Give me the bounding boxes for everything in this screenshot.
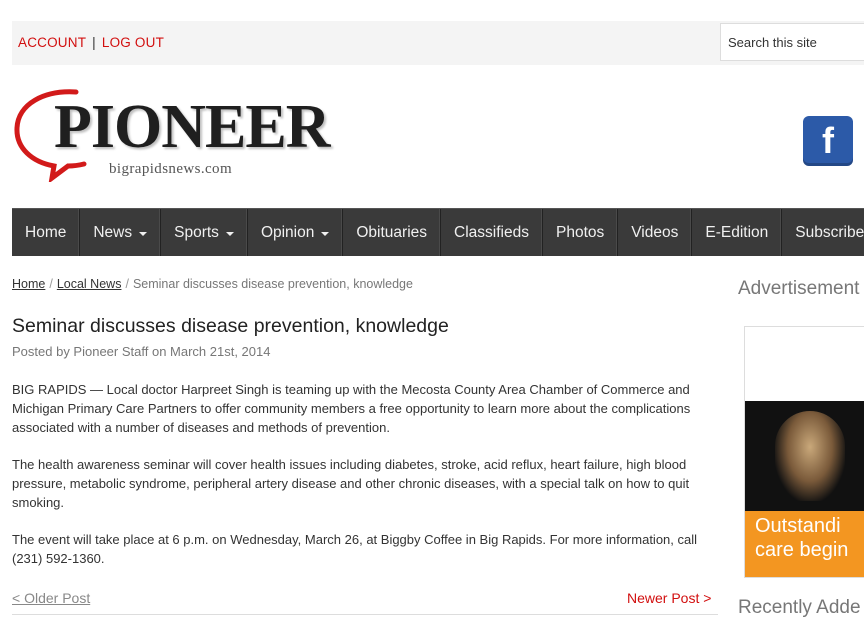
nav-label: Sports — [174, 223, 219, 241]
nav-item-e-edition[interactable] — [692, 209, 782, 256]
breadcrumb-separator: / — [125, 277, 129, 291]
account-link[interactable]: ACCOUNT — [18, 35, 87, 50]
nav-item-home[interactable] — [12, 209, 80, 256]
ad-text-line: Outstandi — [755, 515, 841, 537]
nav-label: Opinion — [260, 223, 315, 241]
nav-item-classifieds[interactable] — [441, 209, 543, 256]
facebook-glyph: f — [822, 120, 834, 161]
advertisement-banner[interactable] — [744, 326, 864, 578]
facebook-icon[interactable] — [803, 116, 853, 166]
breadcrumb-section-link[interactable]: Local News — [56, 277, 122, 291]
main-nav — [12, 208, 864, 256]
advertisement-heading: Advertisement — [738, 278, 860, 299]
nav-item-videos[interactable] — [618, 209, 692, 256]
nav-item-opinion[interactable] — [248, 209, 343, 256]
recently-added-heading: Recently Adde — [738, 597, 861, 618]
breadcrumb-home-link[interactable]: Home — [12, 277, 46, 291]
top-bar — [12, 21, 864, 65]
breadcrumb-current: Seminar discusses disease prevention, knowledge — [132, 277, 413, 291]
nav-label: Subscribe — [795, 223, 864, 241]
chevron-down-icon — [226, 232, 234, 236]
nav-label: Photos — [555, 223, 605, 241]
divider — [12, 614, 718, 615]
nav-item-news[interactable] — [80, 209, 161, 256]
older-post-link[interactable]: < Older Post — [12, 590, 91, 606]
account-links — [18, 35, 164, 50]
logout-link[interactable]: LOG OUT — [101, 35, 165, 50]
article-paragraph: The event will take place at 6 p.m. on Wednesday, March 26, at Biggby Coffee in Big Rapids. For more information, call (231) 592-1360. — [12, 532, 698, 566]
nav-label: Home — [25, 223, 67, 241]
logo-wordmark: PIONEER — [54, 93, 330, 161]
nav-item-obituaries[interactable] — [343, 209, 441, 256]
nav-label: E-Edition — [705, 223, 769, 241]
nav-label: Classifieds — [454, 223, 529, 241]
ad-bone-image — [775, 411, 845, 501]
nav-label: Videos — [631, 223, 679, 241]
article-title: Seminar discusses disease prevention, knowledge — [12, 315, 449, 337]
article-byline: Posted by Pioneer Staff on March 21st, 2014 — [12, 344, 271, 359]
nav-item-subscribe[interactable] — [782, 209, 864, 256]
nav-label: News — [93, 223, 133, 241]
nav-label: Obituaries — [356, 223, 428, 241]
article-paragraph: BIG RAPIDS — Local doctor Harpreet Singh is teaming up with the Mecosta County Area Chamber of Commerce and Michigan Primary Care Partners to offer community members a free opportunity to learn more about the complications associated with a number of diseases and methods of prevention. — [12, 382, 691, 435]
breadcrumb — [12, 277, 413, 291]
newer-post-link[interactable]: Newer Post > — [627, 590, 712, 606]
chevron-down-icon — [321, 232, 329, 236]
breadcrumb-separator: / — [49, 277, 53, 291]
site-logo[interactable] — [14, 86, 374, 182]
link-separator: | — [92, 35, 96, 50]
nav-item-sports[interactable] — [161, 209, 248, 256]
ad-text-line: care begin — [755, 539, 849, 561]
article-paragraph: The health awareness seminar will cover health issues including diabetes, stroke, acid reflux, heart failure, high blood pressure, metabolic syndrome, peripheral artery disease and other chronic diseases, with a special talk on how to quit smoking. — [12, 457, 690, 510]
search-input[interactable] — [720, 23, 864, 61]
ad-text — [755, 514, 848, 562]
chevron-down-icon — [139, 232, 147, 236]
nav-item-photos[interactable] — [543, 209, 618, 256]
article-body — [12, 380, 722, 586]
logo-site-url: bigrapidsnews.com — [109, 161, 233, 177]
